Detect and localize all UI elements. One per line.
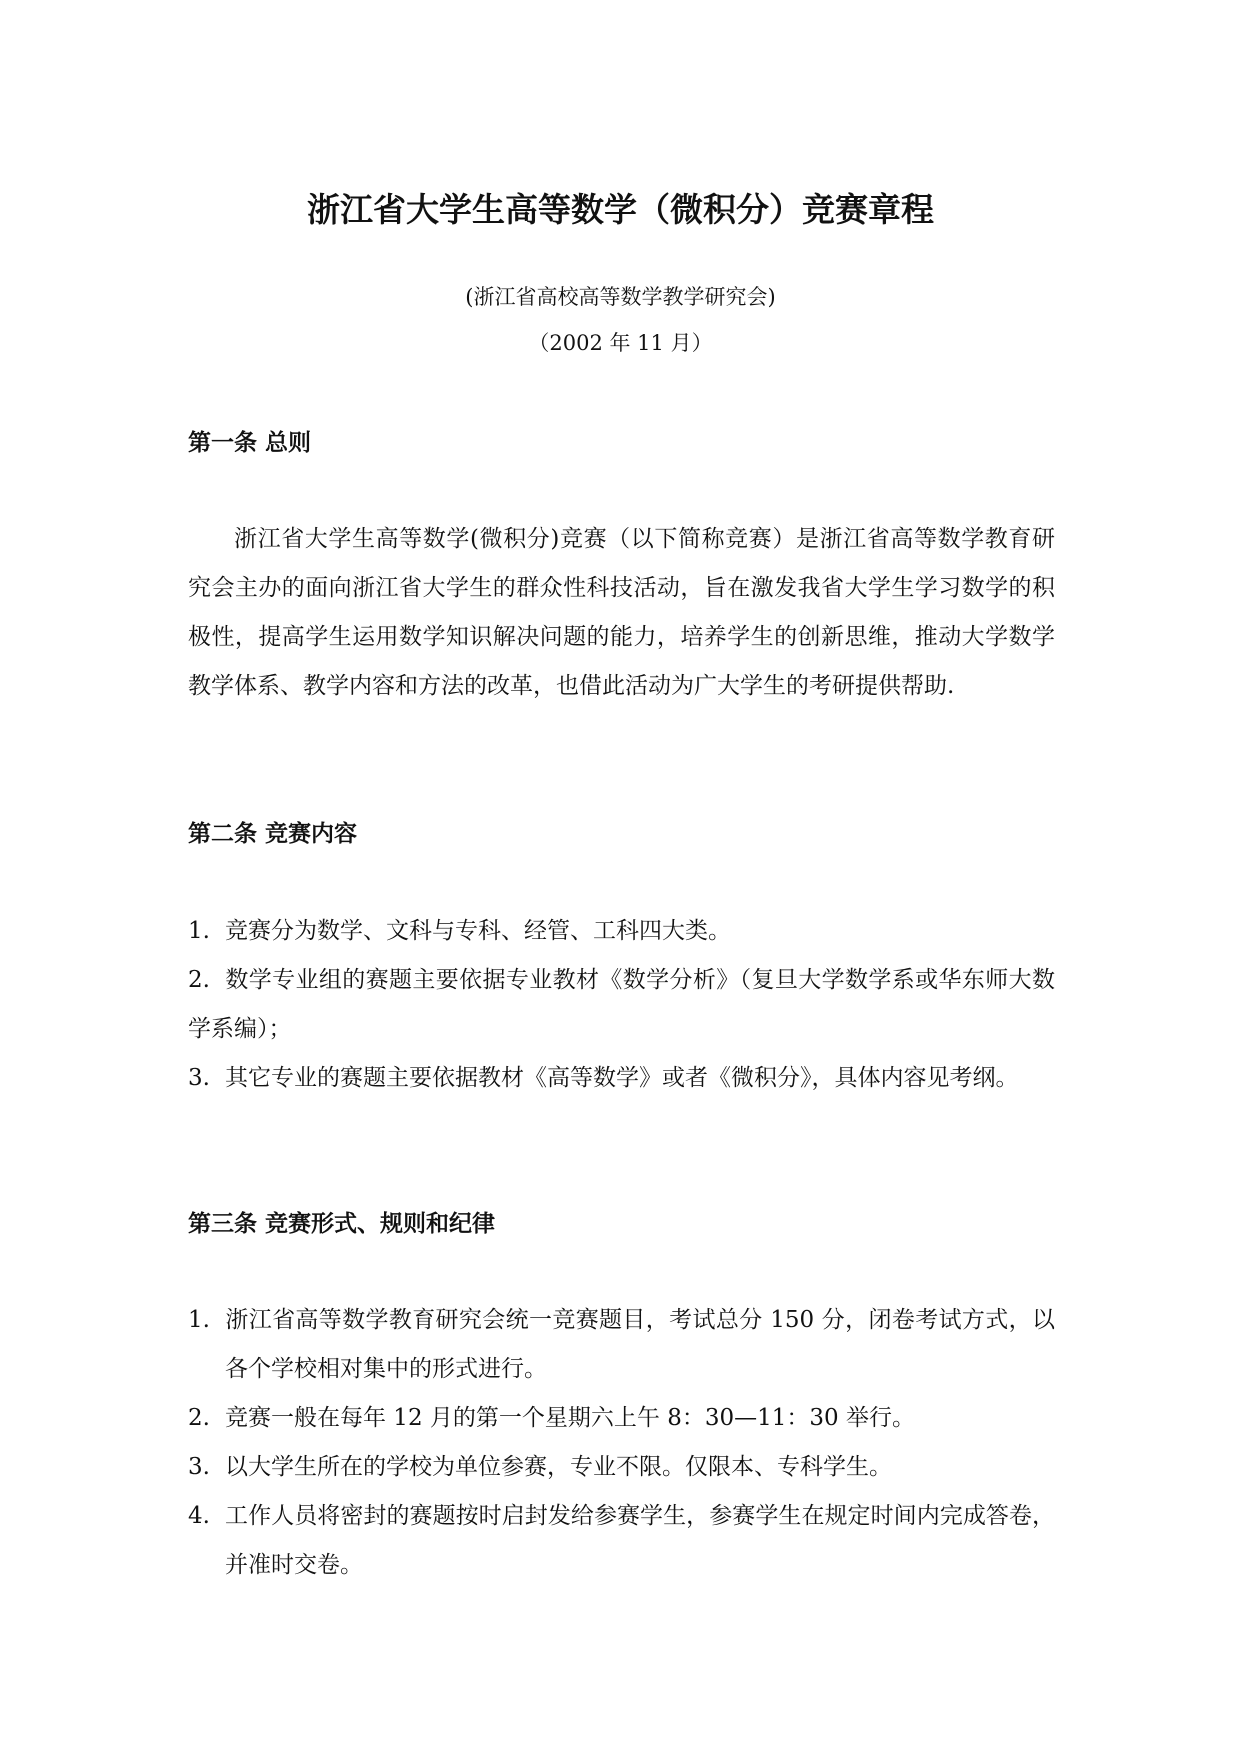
document-title: 浙江省大学生高等数学（微积分）竞赛章程 xyxy=(307,190,934,229)
list-item xyxy=(188,1394,1055,1443)
list-item-text: 数学专业组的赛题主要依据专业教材《数学分析》（复旦大学数学系或华东师大数学系编）； xyxy=(188,967,1055,1042)
list-item-text: 竞赛一般在每年 12 月的第一个星期六上午 8：30—11：30 举行。 xyxy=(225,1405,915,1431)
list-item xyxy=(188,1443,1055,1492)
list-item-number: 4. xyxy=(188,1503,210,1529)
content-list xyxy=(188,907,1055,1103)
list-item xyxy=(188,956,1055,1054)
list-item-number: 3. xyxy=(188,1065,210,1091)
section-paragraph-general: 浙江省大学生高等数学(微积分)竞赛（以下简称竞赛）是浙江省高等数学教育研究会主办的面向浙江省大学生的群众性科技活动，旨在激发我省大学生学习数学的积极性，提高学生运用数学知识解决问题的能力，培养学生的创新思维，推动大学数学教学体系、教学内容和方法的改革，也借此活动为广大学生的考研提供帮助. xyxy=(188,526,1055,699)
section-heading-content: 第二条 竞赛内容 xyxy=(188,821,358,847)
list-item xyxy=(188,1492,1055,1590)
list-item xyxy=(188,1054,1055,1103)
list-item-number: 3. xyxy=(188,1454,210,1480)
list-item xyxy=(188,907,1055,956)
list-item-text: 工作人员将密封的赛题按时启封发给参赛学生，参赛学生在规定时间内完成答卷，并准时交卷。 xyxy=(225,1503,1055,1578)
list-item-number: 1. xyxy=(188,1307,210,1333)
list-item-text: 浙江省高等数学教育研究会统一竞赛题目，考试总分 150 分，闭卷考试方式，以各个学校相对集中的形式进行。 xyxy=(225,1307,1055,1382)
section-heading-rules: 第三条 竞赛形式、规则和纪律 xyxy=(188,1211,496,1237)
list-item-number: 2. xyxy=(188,967,210,993)
section-heading-general: 第一条 总则 xyxy=(188,430,312,456)
list-item-number: 1. xyxy=(188,918,210,944)
list-item-text: 以大学生所在的学校为单位参赛，专业不限。仅限本、专科学生。 xyxy=(225,1454,892,1480)
list-item xyxy=(188,1296,1055,1394)
date-line: （2002 年 11 月） xyxy=(528,331,713,355)
list-item-text: 竞赛分为数学、文科与专科、经管、工科四大类。 xyxy=(225,918,731,944)
rules-list xyxy=(188,1296,1055,1590)
list-item-number: 2. xyxy=(188,1405,210,1431)
list-item-text: 其它专业的赛题主要依据教材《高等数学》或者《微积分》，具体内容见考纲。 xyxy=(225,1065,1019,1091)
organizer-line: (浙江省高校高等数学教学研究会) xyxy=(465,285,776,309)
